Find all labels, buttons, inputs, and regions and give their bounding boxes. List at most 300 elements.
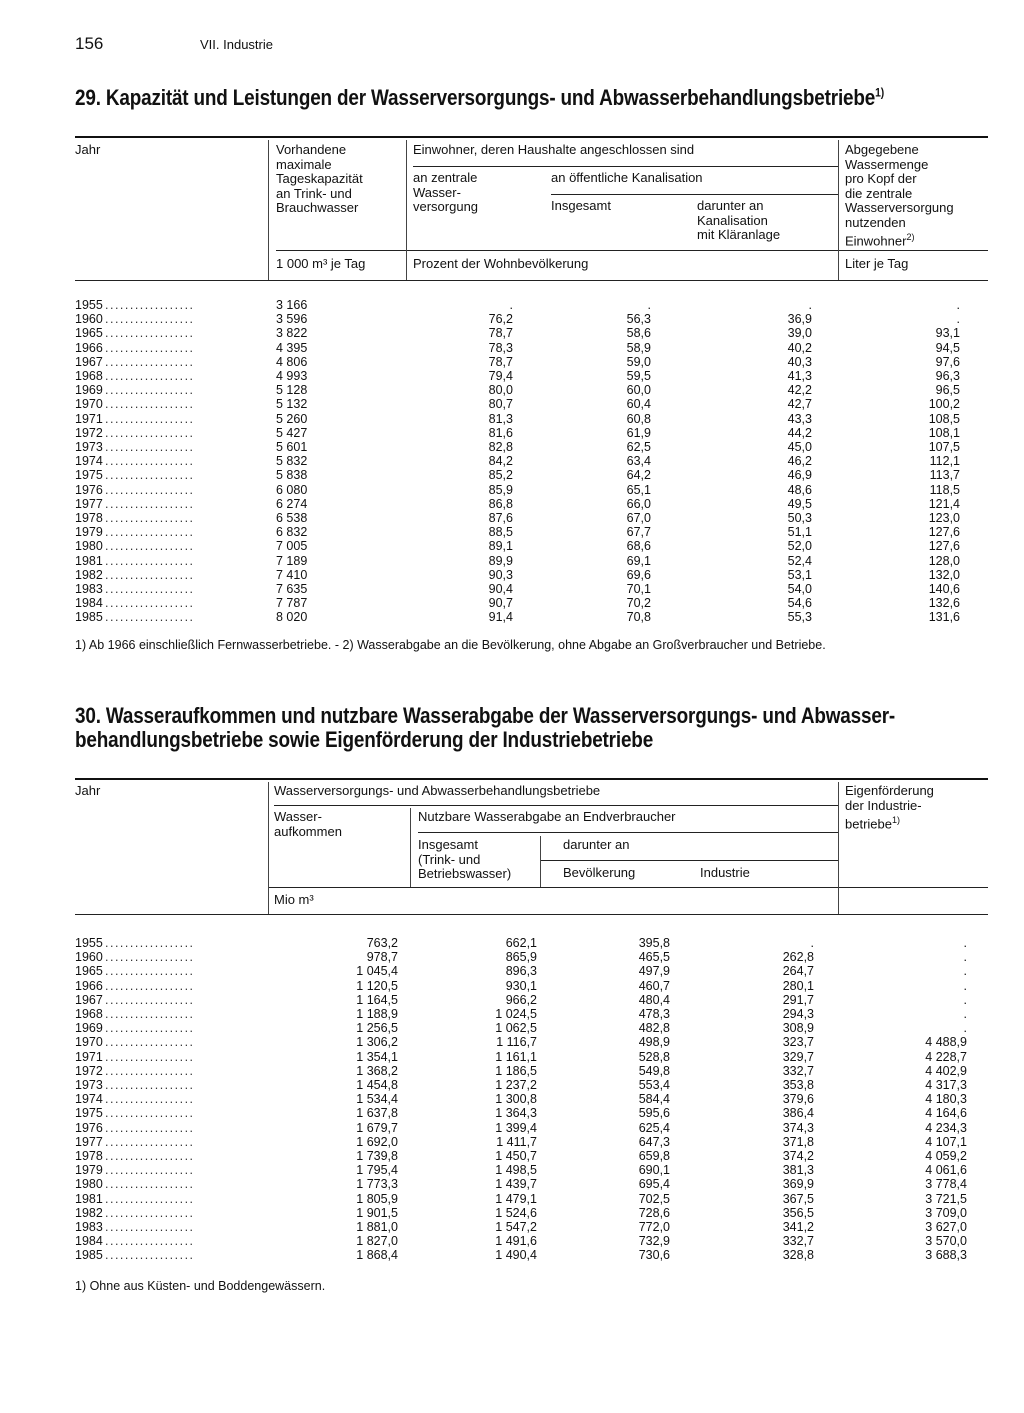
hdr-line: Wassermenge: [845, 156, 929, 172]
hdr-line: nutzenden: [845, 214, 906, 230]
hdr-line: der Industrie-: [845, 797, 922, 813]
leader-dots: ..................: [105, 397, 195, 412]
value-cell: 1 739,8: [356, 1149, 398, 1163]
year-cell: 1973: [75, 1078, 103, 1092]
value-cell: .: [647, 298, 651, 312]
value-cell: 7 410: [276, 567, 308, 582]
value-cell: 132,0: [928, 567, 960, 582]
value-cell: 60,0: [626, 383, 651, 398]
value-cell: 54,6: [787, 596, 812, 611]
table30-row: [75, 1220, 967, 1234]
value-cell: 1 795,4: [356, 1163, 398, 1178]
leader-dots: ..................: [105, 525, 195, 540]
table30-row: [75, 1035, 967, 1050]
value-cell: 323,7: [782, 1035, 814, 1050]
year-cell: 1955: [75, 298, 103, 312]
table29-row: [75, 596, 960, 611]
hdr-line: Wasser-: [413, 184, 461, 200]
year-cell: 1985: [75, 610, 103, 625]
value-cell: .: [963, 992, 967, 1007]
value-cell: 367,5: [782, 1191, 814, 1206]
value-cell: 528,8: [638, 1049, 670, 1064]
hdr-line: Eigenförderung: [845, 783, 934, 798]
value-cell: 93,1: [935, 326, 960, 341]
value-cell: 5 832: [276, 454, 308, 469]
value-cell: 1 368,2: [356, 1063, 398, 1078]
leader-dots: ..................: [105, 1149, 195, 1163]
value-cell: 1 164,5: [356, 992, 398, 1007]
value-cell: 1 491,6: [495, 1234, 537, 1249]
table30-row: [75, 1120, 967, 1135]
table30-footnote: 1) Ohne aus Küsten- und Boddengewässern.: [75, 1279, 326, 1293]
leader-dots: ..................: [105, 1021, 195, 1036]
year-cell: 1979: [75, 525, 103, 540]
year-cell: 1978: [75, 511, 103, 525]
hdr-line: [845, 230, 954, 249]
value-cell: 70,2: [626, 596, 651, 611]
value-cell: 81,6: [488, 425, 513, 440]
value-cell: 371,8: [782, 1134, 814, 1149]
leader-dots: ..................: [105, 369, 195, 383]
year-cell: 1983: [75, 582, 103, 596]
leader-dots: ..................: [105, 1234, 195, 1249]
value-cell: 1 868,4: [356, 1248, 398, 1263]
table30-row: [75, 1163, 967, 1178]
year-cell: 1982: [75, 567, 103, 582]
table30-row: [75, 992, 967, 1007]
table29-rule-units: [276, 250, 988, 251]
table29-rule-body: [75, 280, 988, 281]
value-cell: 96,5: [935, 383, 960, 398]
value-cell: 264,7: [782, 964, 814, 979]
leader-dots: ..................: [105, 1220, 195, 1234]
value-cell: 1 300,8: [495, 1092, 537, 1107]
value-cell: 128,0: [928, 553, 960, 568]
value-cell: 5 128: [276, 383, 308, 398]
table29-row: [75, 454, 960, 469]
value-cell: 966,2: [505, 992, 537, 1007]
value-cell: 68,6: [626, 539, 651, 554]
year-cell: 1975: [75, 1106, 103, 1121]
leader-dots: ..................: [105, 1049, 195, 1064]
value-cell: 56,3: [626, 312, 651, 327]
table30-header-aufkommen: [274, 810, 342, 839]
leader-dots: ..................: [105, 1063, 195, 1078]
hdr-line: an Trink- und: [276, 185, 352, 201]
value-cell: 127,6: [928, 525, 960, 540]
value-cell: 76,2: [488, 312, 513, 327]
year-cell: 1974: [75, 1092, 103, 1107]
value-cell: 53,1: [787, 567, 812, 582]
table29-header-jahr: Jahr: [75, 142, 101, 157]
leader-dots: ..................: [105, 468, 195, 483]
table29-row: [75, 354, 960, 369]
value-cell: 374,3: [782, 1120, 814, 1135]
value-cell: 395,8: [638, 936, 670, 950]
table29-rule-kanalisation: [551, 194, 838, 195]
value-cell: 66,0: [626, 496, 651, 511]
leader-dots: ..................: [105, 1205, 195, 1220]
value-cell: 100,2: [928, 397, 960, 412]
leader-dots: ..................: [105, 978, 195, 993]
value-cell: 89,1: [488, 539, 513, 554]
value-cell: 6 538: [276, 511, 308, 525]
table29-col-divider: [406, 140, 407, 280]
value-cell: 7 787: [276, 596, 308, 611]
table30-row: [75, 936, 967, 950]
value-cell: 332,7: [782, 1234, 814, 1249]
table30-row: [75, 1191, 967, 1206]
leader-dots: ..................: [105, 964, 195, 979]
value-cell: 39,0: [787, 326, 812, 341]
table29-row: [75, 411, 960, 426]
table29-header-abgabe: [845, 143, 954, 249]
leader-dots: ..................: [105, 454, 195, 469]
leader-dots: ..................: [105, 610, 195, 625]
year-cell: 1960: [75, 950, 103, 965]
value-cell: 113,7: [929, 468, 960, 483]
table30-rule-darunter: [540, 860, 838, 861]
table29-row: [75, 326, 960, 341]
value-cell: 3 627,0: [925, 1220, 967, 1234]
year-cell: 1975: [75, 468, 103, 483]
table30-header-darunter: darunter an: [563, 837, 630, 852]
value-cell: 108,5: [928, 411, 960, 426]
table30-col-divider: [838, 782, 839, 914]
value-cell: 58,9: [626, 340, 651, 355]
table30-row: [75, 1234, 967, 1249]
value-cell: 50,3: [787, 511, 812, 525]
value-cell: 4 180,3: [925, 1092, 967, 1107]
value-cell: 97,6: [935, 354, 960, 369]
value-cell: 865,9: [505, 950, 537, 965]
value-cell: 91,4: [488, 610, 513, 625]
hdr-line: [845, 813, 934, 832]
value-cell: 89,9: [488, 553, 513, 568]
table29-row: [75, 525, 960, 540]
value-cell: .: [963, 1007, 967, 1021]
leader-dots: ..................: [105, 1092, 195, 1107]
table29-header-kanalisation: an öffentliche Kanalisation: [551, 170, 703, 185]
leader-dots: ..................: [105, 482, 195, 497]
value-cell: 46,2: [787, 454, 812, 469]
value-cell: 43,3: [787, 411, 812, 426]
value-cell: .: [963, 1021, 967, 1036]
table29-header-zentral: [413, 171, 478, 215]
year-cell: 1984: [75, 1234, 103, 1249]
leader-dots: ..................: [105, 567, 195, 582]
year-cell: 1973: [75, 440, 103, 454]
table30-col-divider: [540, 836, 541, 887]
table29-row: [75, 440, 960, 454]
year-cell: 1970: [75, 397, 103, 412]
value-cell: 1 679,7: [356, 1120, 398, 1135]
table29-top-rule: [75, 136, 988, 138]
value-cell: 1 881,0: [356, 1220, 398, 1234]
value-cell: 112,1: [929, 454, 960, 469]
value-cell: 8 020: [276, 610, 308, 625]
value-cell: 702,5: [638, 1191, 670, 1206]
leader-dots: ..................: [105, 1078, 195, 1092]
year-cell: 1984: [75, 596, 103, 611]
value-cell: 127,6: [928, 539, 960, 554]
hdr-line: pro Kopf der: [845, 171, 917, 186]
value-cell: 3 709,0: [925, 1205, 967, 1220]
leader-dots: ..................: [105, 496, 195, 511]
value-cell: 662,1: [505, 936, 537, 950]
value-cell: 1 450,7: [495, 1149, 537, 1163]
table30-top-rule: [75, 778, 988, 780]
value-cell: 1 534,4: [356, 1092, 398, 1107]
value-cell: 1 827,0: [356, 1234, 398, 1249]
value-cell: .: [963, 950, 967, 965]
value-cell: 1 399,4: [495, 1120, 537, 1135]
value-cell: 1 116,7: [496, 1035, 537, 1050]
leader-dots: ..................: [105, 992, 195, 1007]
leader-dots: ..................: [105, 383, 195, 398]
value-cell: 386,4: [782, 1106, 814, 1121]
value-cell: 78,7: [488, 326, 513, 341]
table30-row: [75, 1092, 967, 1107]
value-cell: 482,8: [638, 1021, 670, 1036]
value-cell: 1 439,7: [495, 1177, 537, 1192]
table29-title: [75, 85, 884, 111]
leader-dots: ..................: [105, 425, 195, 440]
value-cell: 262,8: [782, 950, 814, 965]
table29-row: [75, 539, 960, 554]
value-cell: 329,7: [782, 1049, 814, 1064]
table30-row: [75, 1177, 967, 1192]
value-cell: 107,5: [928, 440, 960, 454]
table29-unit-kapazitaet: 1 000 m³ je Tag: [276, 256, 366, 271]
value-cell: 695,4: [638, 1177, 670, 1192]
value-cell: 3 688,3: [925, 1248, 967, 1263]
table30-row: [75, 1106, 967, 1121]
table29-row: [75, 383, 960, 398]
value-cell: 3 778,4: [925, 1177, 967, 1192]
hdr-line: Wasser-: [274, 809, 322, 824]
value-cell: 7 005: [276, 539, 308, 554]
hdr-line: Kanalisation: [697, 212, 768, 228]
value-cell: 1 024,5: [495, 1007, 537, 1021]
value-cell: 6 832: [276, 525, 308, 540]
value-cell: 79,4: [488, 369, 513, 383]
year-cell: 1976: [75, 1120, 103, 1135]
value-cell: 374,2: [782, 1149, 814, 1163]
value-cell: 1 773,3: [356, 1177, 398, 1192]
hdr-line: mit Kläranlage: [697, 227, 781, 242]
value-cell: 40,2: [787, 340, 812, 355]
section-title: VII. Industrie: [200, 37, 273, 52]
value-cell: 379,6: [782, 1092, 814, 1107]
value-cell: 36,9: [787, 312, 812, 327]
value-cell: 1 237,2: [495, 1078, 537, 1092]
hdr-line: darunter an: [697, 198, 764, 213]
value-cell: 4 993: [276, 369, 308, 383]
page-number: 156: [75, 34, 104, 53]
year-cell: 1968: [75, 1007, 103, 1021]
value-cell: 123,0: [928, 511, 960, 525]
leader-dots: ..................: [105, 582, 195, 596]
value-cell: 3 822: [276, 326, 308, 341]
table29-row: [75, 496, 960, 511]
value-cell: 67,7: [626, 525, 651, 540]
year-cell: 1967: [75, 992, 103, 1007]
year-cell: 1955: [75, 936, 103, 950]
year-cell: 1976: [75, 482, 103, 497]
table29-row: [75, 425, 960, 440]
table30-col-divider: [410, 808, 411, 887]
value-cell: 90,7: [488, 596, 513, 611]
value-cell: 82,8: [488, 440, 513, 454]
value-cell: 78,7: [488, 354, 513, 369]
year-cell: 1980: [75, 539, 103, 554]
value-cell: 7 635: [276, 582, 308, 596]
value-cell: 131,6: [928, 610, 960, 625]
value-cell: 60,4: [626, 397, 651, 412]
leader-dots: ..................: [105, 1120, 195, 1135]
value-cell: 478,3: [638, 1007, 670, 1021]
value-cell: 728,6: [638, 1205, 670, 1220]
value-cell: 61,9: [626, 425, 651, 440]
value-cell: 5 132: [276, 397, 308, 412]
leader-dots: ..................: [105, 326, 195, 341]
year-cell: 1969: [75, 383, 103, 398]
table29-rule-einwohner: [413, 166, 838, 167]
hdr-line: (Trink- und: [418, 851, 481, 867]
year-cell: 1966: [75, 340, 103, 355]
value-cell: 978,7: [366, 950, 398, 965]
table30-row: [75, 1149, 967, 1163]
leader-dots: ..................: [105, 1035, 195, 1050]
year-cell: 1977: [75, 496, 103, 511]
value-cell: 1 062,5: [495, 1021, 537, 1036]
table30-rule-wv: [274, 805, 838, 806]
value-cell: 930,1: [505, 978, 537, 993]
value-cell: 498,9: [638, 1035, 670, 1050]
leader-dots: ..................: [105, 1191, 195, 1206]
value-cell: 80,0: [488, 383, 513, 398]
value-cell: 291,7: [782, 992, 814, 1007]
year-cell: 1979: [75, 1163, 103, 1178]
value-cell: 80,7: [488, 397, 513, 412]
table29-row: [75, 369, 960, 383]
value-cell: 308,9: [782, 1021, 814, 1036]
value-cell: 90,3: [488, 567, 513, 582]
value-cell: 1 692,0: [356, 1134, 398, 1149]
year-cell: 1965: [75, 964, 103, 979]
value-cell: .: [808, 298, 812, 312]
table30-row: [75, 1134, 967, 1149]
year-cell: 1966: [75, 978, 103, 993]
hdr-sup: 2): [906, 232, 915, 242]
value-cell: 4 395: [276, 340, 308, 355]
year-cell: 1970: [75, 1035, 103, 1050]
value-cell: 332,7: [782, 1063, 814, 1078]
value-cell: 4 488,9: [925, 1035, 967, 1050]
value-cell: 108,1: [928, 425, 960, 440]
value-cell: 51,1: [787, 525, 812, 540]
leader-dots: ..................: [105, 298, 195, 312]
hdr-line: Wasserversorgung: [845, 200, 954, 215]
value-cell: 121,4: [928, 496, 960, 511]
value-cell: 59,5: [626, 369, 651, 383]
table30-header-bevoelkerung: Bevölkerung: [563, 865, 636, 880]
year-cell: 1981: [75, 1191, 103, 1206]
value-cell: 81,3: [488, 411, 513, 426]
value-cell: 1 490,4: [495, 1248, 537, 1263]
value-cell: 45,0: [787, 440, 812, 454]
value-cell: 1 186,5: [495, 1063, 537, 1078]
value-cell: 55,3: [787, 610, 812, 625]
value-cell: 294,3: [782, 1007, 814, 1021]
value-cell: .: [963, 964, 967, 979]
table30-rule-body: [75, 914, 988, 915]
leader-dots: ..................: [105, 1106, 195, 1121]
leader-dots: ..................: [105, 340, 195, 355]
table30-row: [75, 1021, 967, 1036]
table29-footnote: 1) Ab 1966 einschließlich Fernwasserbetriebe. - 2) Wasserabgabe an die Bevölkerung, ohne Abgabe an Großverbraucher und Betriebe.: [75, 638, 826, 652]
value-cell: 87,6: [488, 511, 513, 525]
table29-unit-prozent: Prozent der Wohnbevölkerung: [413, 256, 589, 271]
table30-header-jahr: Jahr: [75, 783, 101, 798]
table29-row: [75, 298, 960, 312]
value-cell: 1 354,1: [356, 1049, 398, 1064]
value-cell: 553,4: [638, 1078, 670, 1092]
value-cell: 1 498,5: [495, 1163, 537, 1178]
table29-title-sup: 1): [875, 85, 884, 100]
value-cell: 44,2: [787, 425, 812, 440]
table29-row: [75, 397, 960, 412]
value-cell: 1 045,4: [356, 964, 398, 979]
value-cell: 52,4: [787, 553, 812, 568]
table30-header-industrie: Industrie: [700, 865, 750, 880]
table29-row: [75, 468, 960, 483]
value-cell: 280,1: [782, 978, 814, 993]
value-cell: 90,4: [488, 582, 513, 596]
value-cell: 6 080: [276, 482, 308, 497]
value-cell: 4 059,2: [925, 1149, 967, 1163]
value-cell: 4 317,3: [925, 1078, 967, 1092]
table29-row: [75, 610, 960, 625]
value-cell: 60,8: [626, 411, 651, 426]
year-cell: 1972: [75, 425, 103, 440]
value-cell: 42,2: [787, 383, 812, 398]
table30-header-insgesamt: [418, 838, 511, 882]
leader-dots: ..................: [105, 1248, 195, 1263]
hdr-line: Betriebswasser): [418, 866, 512, 881]
table30-row: [75, 1248, 967, 1263]
value-cell: 356,5: [782, 1205, 814, 1220]
table29-row: [75, 340, 960, 355]
value-cell: 1 479,1: [495, 1191, 537, 1206]
year-cell: 1968: [75, 369, 103, 383]
value-cell: 64,2: [626, 468, 651, 483]
value-cell: 3 721,5: [925, 1191, 967, 1206]
value-cell: 49,5: [787, 496, 812, 511]
value-cell: 690,1: [638, 1163, 670, 1178]
value-cell: 5 427: [276, 425, 308, 440]
leader-dots: ..................: [105, 354, 195, 369]
hdr-sup: 1): [891, 815, 900, 825]
value-cell: 328,8: [782, 1248, 814, 1263]
value-cell: .: [963, 978, 967, 993]
value-cell: 4 806: [276, 354, 308, 369]
value-cell: 1 306,2: [356, 1035, 398, 1050]
value-cell: 1 805,9: [356, 1191, 398, 1206]
leader-dots: ..................: [105, 936, 195, 950]
value-cell: 42,7: [787, 397, 812, 412]
